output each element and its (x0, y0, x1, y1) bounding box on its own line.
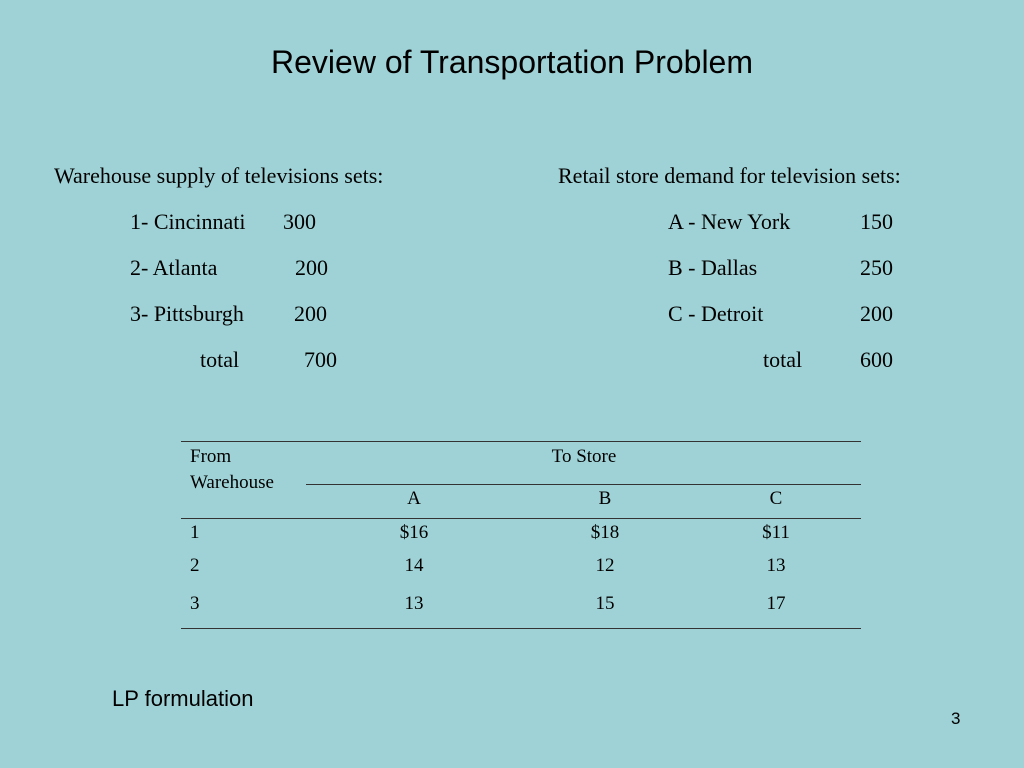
page-number: 3 (951, 709, 961, 728)
supply-item-value: 200 (295, 255, 328, 280)
demand-item-value: 150 (860, 209, 893, 234)
table-top-rule (181, 441, 861, 442)
cost-cell: $18 (590, 522, 620, 543)
table-subheader-rule (306, 484, 861, 485)
demand-item-value: 250 (860, 255, 893, 280)
lp-formulation-link[interactable]: LP formulation (112, 686, 254, 711)
cost-cell: 12 (595, 555, 615, 576)
demand-item-name: C - Detroit (668, 301, 764, 326)
cost-cell: $11 (762, 522, 790, 543)
demand-total-value: 600 (860, 347, 893, 372)
supply-total-label: total (200, 347, 240, 372)
table-header-rule (181, 518, 861, 519)
slide-title: Review of Transportation Problem (271, 44, 753, 80)
cost-cell: 14 (404, 555, 424, 576)
cost-cell: 13 (404, 593, 424, 614)
column-header: A (407, 488, 421, 509)
supply-item-value: 300 (283, 209, 316, 234)
demand-item-name: A - New York (668, 209, 791, 234)
from-header: From (190, 446, 232, 467)
column-header: C (769, 488, 783, 509)
from-header-warehouse: Warehouse (190, 472, 274, 493)
cost-cell: 17 (766, 593, 786, 614)
cost-cell: 15 (595, 593, 615, 614)
cost-cell: $16 (399, 522, 429, 543)
supply-item-name: 3- Pittsburgh (130, 301, 244, 326)
supply-item-name: 1- Cincinnati (130, 209, 246, 234)
cost-cell: 13 (766, 555, 786, 576)
supply-heading: Warehouse supply of televisions sets: (54, 163, 384, 188)
demand-heading: Retail store demand for television sets: (558, 163, 901, 188)
demand-item-value: 200 (860, 301, 893, 326)
demand-total-label: total (763, 347, 803, 372)
row-warehouse: 3 (190, 593, 200, 614)
supply-total-value: 700 (304, 347, 337, 372)
demand-item-name: B - Dallas (668, 255, 758, 280)
to-store-header: To Store (551, 446, 617, 467)
supply-item-value: 200 (294, 301, 327, 326)
row-warehouse: 1 (190, 522, 200, 543)
column-header: B (598, 488, 612, 509)
supply-item-name: 2- Atlanta (130, 255, 218, 280)
row-warehouse: 2 (190, 555, 200, 576)
table-bottom-rule (181, 628, 861, 629)
